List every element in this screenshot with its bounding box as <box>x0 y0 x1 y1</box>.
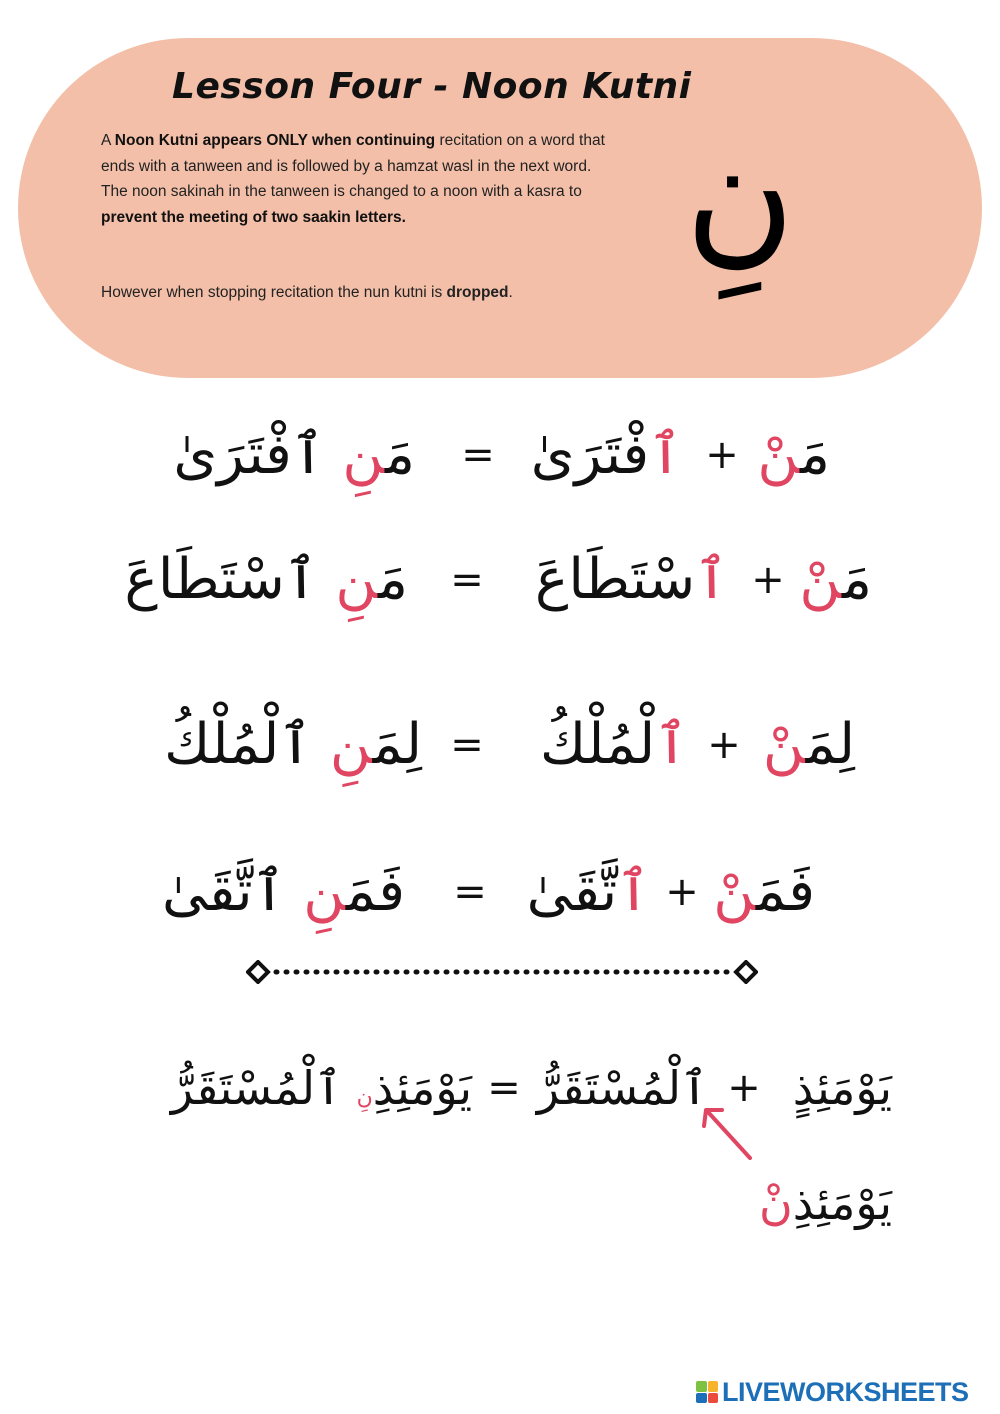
first-word: مَنْ <box>757 422 830 487</box>
expanded-word: يَوْمَئِذِنْ <box>758 1176 892 1230</box>
note-text-2: dropped <box>446 284 509 301</box>
result-phrase: مَنِ ٱفْتَرَىٰ <box>173 422 415 487</box>
plus-sign: + <box>751 557 785 603</box>
result-phrase: لِمَنِ ٱلْمُلْكُ <box>164 712 422 777</box>
result-phrase: يَوْمَئِذِنِ ٱلْمُسْتَقَرُّ <box>170 1061 472 1115</box>
dotted-divider <box>246 960 758 984</box>
equation-row <box>0 405 1000 515</box>
kutni-noon: نِ <box>356 1085 373 1110</box>
equals-sign: = <box>487 1065 521 1111</box>
intro-text-3: recitation on a word that ends with a tanween and is followed by a hamzat wasl in the next word. The noon sakinah in the tanween is changed to a noon with a kasra to <box>101 132 605 200</box>
intro-text-2: Noon Kutni appears ONLY when continuing <box>114 132 436 149</box>
second-word: ٱلْمُلْكُ <box>540 712 688 777</box>
second-word: ٱتَّقَىٰ <box>526 859 650 924</box>
first-word: يَوْمَئِذٍ <box>792 1061 892 1115</box>
second-word: ٱفْتَرَىٰ <box>530 422 682 487</box>
pointer-arrow <box>690 1096 760 1166</box>
note-text-1: However when stopping recitation the nun kutni is <box>101 284 447 301</box>
note-text-3: . <box>508 284 513 301</box>
equals-sign: = <box>461 432 495 478</box>
first-word: فَمَنْ <box>713 859 815 924</box>
intro-text-4: prevent the meeting of two saakin letters. <box>101 208 406 226</box>
equals-sign: = <box>450 722 484 768</box>
second-word: ٱلْمُسْتَقَرُّ <box>536 1061 708 1115</box>
brand-label: LIVEWORKSHEETS <box>722 1376 969 1407</box>
intro-text-1: A <box>101 132 115 149</box>
noon-kasra-glyph: نِ <box>684 108 796 282</box>
footer-brand <box>696 1378 969 1406</box>
equation-row <box>0 842 1000 952</box>
equation-row <box>0 530 1000 640</box>
stopping-note <box>101 280 621 305</box>
lesson-title: Lesson Four - Noon Kutni <box>172 66 692 107</box>
equals-sign: = <box>450 557 484 603</box>
plus-sign: + <box>705 432 739 478</box>
plus-sign: + <box>727 1065 761 1111</box>
plus-sign: + <box>665 869 699 915</box>
result-phrase: مَنِ ٱسْتَطَاعَ <box>124 547 408 612</box>
result-phrase: فَمَنِ ٱتَّقَىٰ <box>162 859 405 924</box>
intro-paragraph <box>101 128 621 230</box>
first-word: مَنْ <box>799 547 872 612</box>
first-word: لِمَنْ <box>762 712 855 777</box>
equation-row <box>0 695 1000 805</box>
plus-sign: + <box>707 722 741 768</box>
liveworksheets-logo-icon <box>696 1381 718 1403</box>
second-word: ٱسْتَطَاعَ <box>534 547 728 612</box>
final-example-row <box>0 1038 1000 1148</box>
equals-sign: = <box>453 869 487 915</box>
